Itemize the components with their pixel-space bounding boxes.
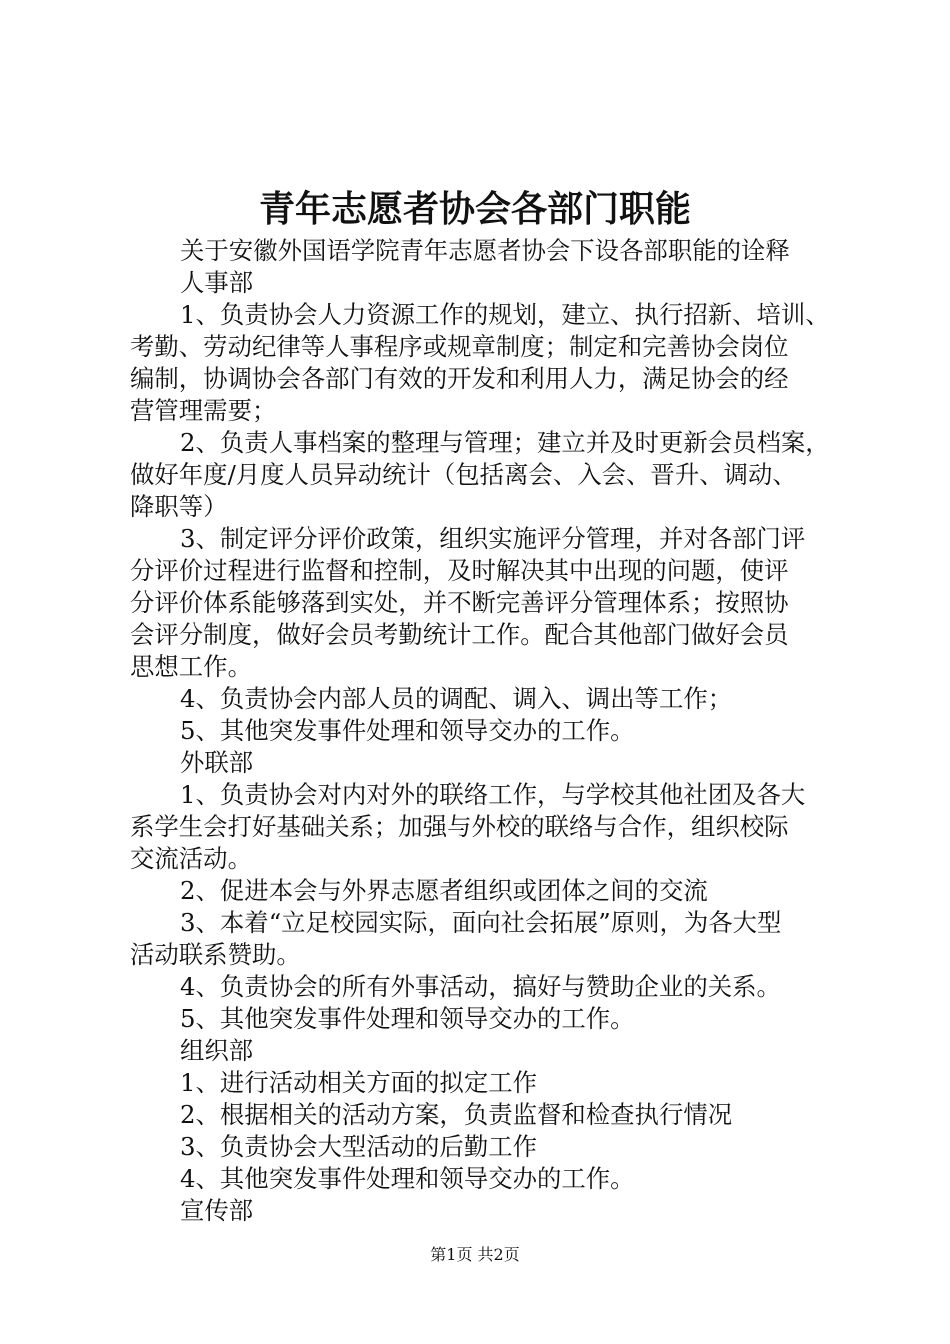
body-line: 5、其他突发事件处理和领导交办的工作。 <box>180 1004 635 1033</box>
body-line: 关于安徽外国语学院青年志愿者协会下设各部职能的诠释 <box>180 236 790 265</box>
body-line: 编制，协调协会各部门有效的开发和利用人力，满足协会的经 <box>130 364 789 393</box>
document-body <box>130 235 830 1227</box>
body-line: 组织部 <box>180 1036 254 1065</box>
body-line: 1、负责协会人力资源工作的规划，建立、执行招新、培训、 <box>180 300 830 329</box>
body-line: 活动联系赞助。 <box>130 940 301 969</box>
body-line: 人事部 <box>180 268 254 297</box>
body-line: 分评价过程进行监督和控制，及时解决其中出现的问题，使评 <box>130 556 789 585</box>
body-line: 宣传部 <box>180 1196 254 1225</box>
body-line: 2、负责人事档案的整理与管理；建立并及时更新会员档案， <box>180 428 830 457</box>
body-line: 5、其他突发事件处理和领导交办的工作。 <box>180 716 635 745</box>
body-line: 会评分制度，做好会员考勤统计工作。配合其他部门做好会员 <box>130 620 789 649</box>
body-line: 思想工作。 <box>130 652 252 681</box>
body-line: 分评价体系能够落到实处，并不断完善评分管理体系；按照协 <box>130 588 789 617</box>
body-line: 4、负责协会的所有外事活动，搞好与赞助企业的关系。 <box>180 972 781 1001</box>
body-line: 1、负责协会对内对外的联络工作，与学校其他社团及各大 <box>180 780 806 809</box>
body-line: 系学生会打好基础关系；加强与外校的联络与合作，组织校际 <box>130 812 789 841</box>
body-line: 2、促进本会与外界志愿者组织或团体之间的交流 <box>180 876 708 905</box>
body-line: 3、制定评分评价政策，组织实施评分管理，并对各部门评 <box>180 524 806 553</box>
body-line: 外联部 <box>180 748 254 777</box>
body-line: 营管理需要； <box>130 396 277 425</box>
body-line: 1、进行活动相关方面的拟定工作 <box>180 1068 537 1097</box>
body-line: 做好年度/月度人员异动统计（包括离会、入会、晋升、调动、 <box>130 460 797 489</box>
body-line: 4、其他突发事件处理和领导交办的工作。 <box>180 1164 635 1193</box>
page-footer: 第1页 共2页 <box>430 1245 520 1264</box>
body-line: 3、本着“立足校园实际，面向社会拓展”原则，为各大型 <box>180 908 782 937</box>
body-line: 降职等） <box>130 492 228 521</box>
body-line: 4、负责协会内部人员的调配、调入、调出等工作； <box>180 684 733 713</box>
body-line: 考勤、劳动纪律等人事程序或规章制度；制定和完善协会岗位 <box>130 332 789 361</box>
document-title: 青年志愿者协会各部门职能 <box>258 188 691 230</box>
body-line: 交流活动。 <box>130 844 252 873</box>
body-line: 3、负责协会大型活动的后勤工作 <box>180 1132 537 1161</box>
body-line: 2、根据相关的活动方案，负责监督和检查执行情况 <box>180 1100 733 1129</box>
